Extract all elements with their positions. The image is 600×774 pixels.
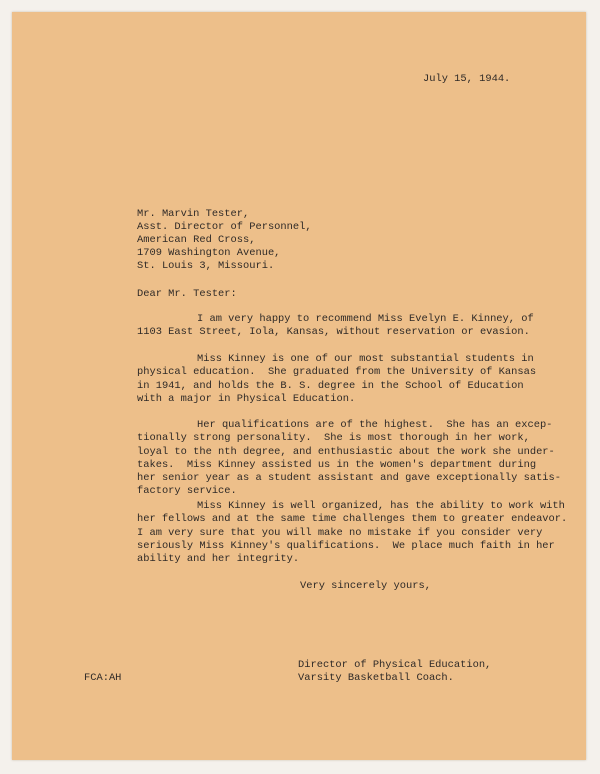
paragraph-line: tionally strong personality. She is most thorough in her work, (137, 432, 530, 445)
paragraph-line: Miss Kinney is well organized, has the ability to work with (197, 500, 565, 512)
paragraph-line: factory service. (137, 485, 237, 498)
paragraph-line: Miss Kinney is one of our most substantial students in (197, 353, 534, 365)
recipient-name: Mr. Marvin Tester, (137, 208, 250, 220)
paragraph-line: seriously Miss Kinney's qualifications. We place much faith in her (137, 539, 555, 552)
closing: Very sincerely yours, (300, 580, 431, 592)
recipient-city: St. Louis 3, Missouri. (137, 260, 275, 272)
paragraph-line: Her qualifications are of the highest. She has an excep- (197, 419, 553, 431)
letter-page (12, 12, 586, 760)
paragraph-line: in 1941, and holds the B. S. degree in the School of Education (137, 379, 524, 392)
body-paragraph-2 (137, 353, 567, 406)
paragraph-line: ability and her integrity. (137, 553, 300, 566)
signature-title-1: Director of Physical Education, (298, 659, 492, 671)
paragraph-line: I am very happy to recommend Miss Evelyn E. Kinney, of (197, 313, 534, 325)
paragraph-line: with a major in Physical Education. (137, 392, 356, 405)
salutation: Dear Mr. Tester: (137, 288, 237, 300)
body-paragraph-3 (137, 419, 567, 499)
recipient-street: 1709 Washington Avenue, (137, 247, 281, 259)
body-paragraph-1 (137, 313, 567, 340)
paragraph-line: loyal to the nth degree, and enthusiastic about the work she under- (137, 445, 555, 458)
paragraph-line: 1103 East Street, Iola, Kansas, without reservation or evasion. (137, 326, 530, 339)
typist-initials: FCA:AH (84, 672, 122, 684)
signature-title-2: Varsity Basketball Coach. (298, 672, 454, 684)
body-paragraph-4 (137, 500, 567, 566)
letter-date: July 15, 1944. (423, 73, 511, 85)
recipient-title: Asst. Director of Personnel, (137, 221, 312, 233)
paragraph-line: physical education. She graduated from the University of Kansas (137, 366, 537, 379)
paragraph-line: takes. Miss Kinney assisted us in the women's department during (137, 458, 537, 471)
paragraph-line: I am very sure that you will make no mistake if you consider very (137, 526, 543, 539)
recipient-organization: American Red Cross, (137, 234, 256, 246)
paragraph-line: her fellows and at the same time challenges them to greater endeavor. (137, 513, 568, 526)
paragraph-line: her senior year as a student assistant and gave exceptionally satis- (137, 472, 562, 485)
